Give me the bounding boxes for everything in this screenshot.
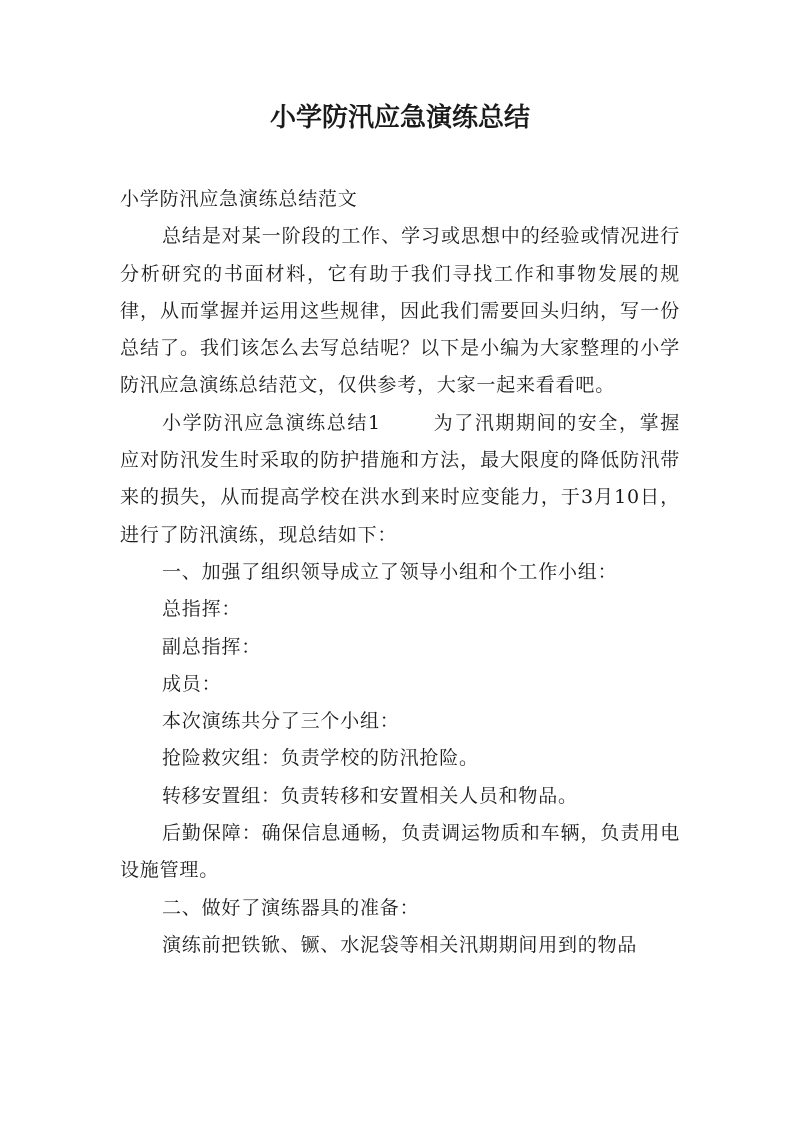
document-subtitle: 小学防汛应急演练总结范文 xyxy=(120,188,358,210)
group-relocation: 转移安置组：负责转移和安置相关人员和物品。 xyxy=(162,784,578,807)
point2-heading: 二、做好了演练器具的准备： xyxy=(162,896,420,919)
groups-intro: 本次演练共分了三个小组： xyxy=(162,710,400,733)
point1-heading: 一、加强了组织领导成立了领导小组和个工作小组： xyxy=(162,560,618,583)
section1-paragraph xyxy=(120,405,680,554)
members-line: 成员： xyxy=(162,672,222,695)
section1-heading: 小学防汛应急演练总结1 xyxy=(162,411,381,434)
vice-commander-line: 副总指挥： xyxy=(162,635,262,658)
commander-line: 总指挥： xyxy=(162,598,242,621)
document-title: 小学防汛应急演练总结 xyxy=(269,103,530,133)
equipment-paragraph: 演练前把铁锨、镢、水泥袋等相关汛期期间用到的物品 xyxy=(162,933,638,956)
section1-text: 为了汛期期间的安全，掌握应对防汛发生时采取的防护措施和方法，最大限度的降低防汛带来的损失，从而提高学校在洪水到来时应变能力，于3月10日，进行了防汛演练，现总结如下： xyxy=(120,411,680,546)
group-rescue: 抢险救灾组：负责学校的防汛抢险。 xyxy=(162,747,479,770)
group-logistics: 后勤保障：确保信息通畅，负责调运物质和车辆，负责用电设施管理。 xyxy=(120,822,680,882)
document-body xyxy=(120,181,680,964)
intro-paragraph: 总结是对某一阶段的工作、学习或思想中的经验或情况进行分析研究的书面材料，它有助于我们寻找工作和事物发展的规律，从而掌握并运用这些规律，因此我们需要回头归纳，写一份总结了。我们该怎么去写总结呢？以下是小编为大家整理的小学防汛应急演练总结范文，仅供参考，大家一起来看看吧。 xyxy=(120,225,680,397)
